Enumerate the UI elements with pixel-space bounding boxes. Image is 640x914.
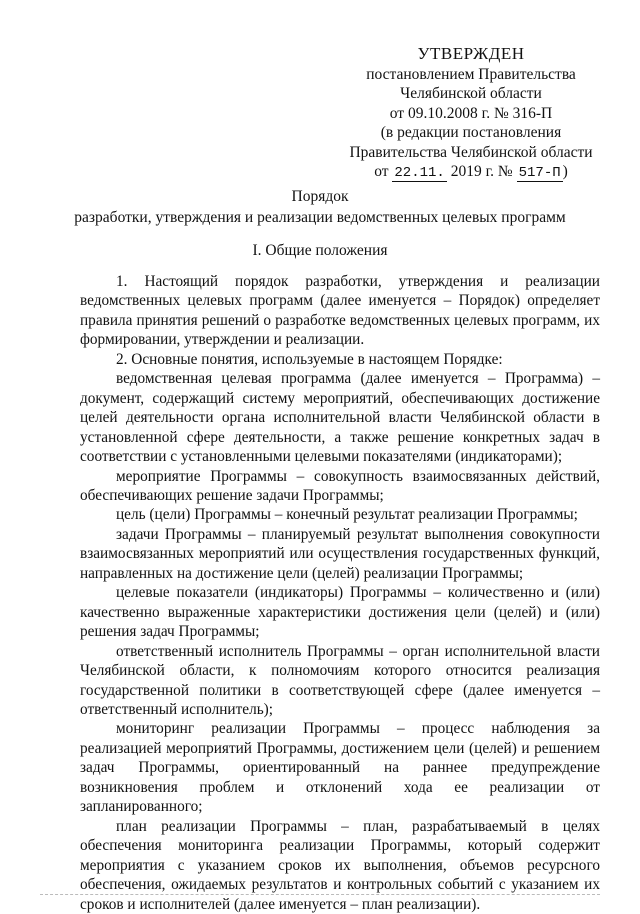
revision-year: 2019 г. №	[450, 163, 513, 180]
revision-day: 22.11.	[394, 165, 445, 181]
revision-number: 517-П	[518, 165, 561, 181]
revision-line	[340, 162, 602, 184]
revision-suffix: )	[562, 163, 568, 180]
page-bottom-rule	[40, 894, 600, 895]
paragraph-definition-executor: ответственный исполнитель Программы – орган исполнительной власти Челябинской области, к полномочиям которого относится реализация государственной политики в соответствующей сфере (далее именуется – ответственный исполнитель);	[80, 642, 600, 718]
paragraph-2: 2. Основные понятия, используемые в настоящем Порядке:	[116, 350, 503, 368]
revision-prefix: от	[374, 163, 389, 180]
paragraph-definition-indicators: целевые показатели (индикаторы) Программы – количественно и (или) качественно выраженные характеристики достижения цели (целей) и (или) решения задач Программы;	[80, 584, 600, 641]
paragraph-definition-monitoring: мониторинг реализации Программы – процесс наблюдения за реализацией мероприятий Программы, достижением цели (целей) и решением задач Программы, ориентированный на раннее предупреждение возникновения проблем и отклонений хода ее реализации от запланированного;	[80, 720, 600, 816]
approval-stamp: УТВЕРЖДЕН	[417, 44, 525, 63]
paragraph-definition-tasks: задачи Программы – планируемый результат выполнения совокупности взаимосвязанных мероприятий или осуществления государственных функций, направленных на достижение цели (целей) реализации Программы;	[80, 525, 600, 582]
approval-line-2: Челябинской области	[400, 85, 542, 102]
approval-line-5: Правительства Челябинской области	[349, 143, 593, 161]
paragraph-definition-plan: план реализации Программы – план, разрабатываемый в целях обеспечения мониторинга реализации Программы, который содержит мероприятия с указанием сроков их выполнения, объемов ресурсного обеспечения, ожидаемых результатов и контрольных событий с указанием их сроков и исполнителей (далее именуется – план реализации).	[80, 817, 600, 913]
title-line-2: разработки, утверждения и реализации ведомственных целевых программ	[74, 209, 566, 226]
section-heading: I. Общие положения	[252, 242, 388, 259]
document-title	[40, 186, 600, 228]
document-body	[80, 272, 600, 914]
approval-line-4: (в редакции постановления	[380, 124, 562, 141]
approval-block	[340, 44, 602, 184]
paragraph-1: 1. Настоящий порядок разработки, утверждения и реализации ведомственных целевых программ (далее именуется – Порядок) определяет правила принятия решений о разработке ведомственных целевых программ, их формировании, утверждении и реализации.	[80, 273, 600, 349]
approval-line-1: постановлением Правительства	[366, 65, 576, 83]
paragraph-definition-program: ведомственная целевая программа (далее именуется – Программа) – документ, содержащий систему мероприятий, обеспечивающих достижение целей деятельности органа исполнительной власти Челябинской области в установленной сфере деятельности, а также решение конкретных задач в соответствии с установленными целевыми показателями (индикаторами);	[80, 370, 600, 466]
approval-line-3: от 09.10.2008 г. № 316-П	[389, 104, 553, 122]
paragraph-definition-goal: цель (цели) Программы – конечный результат реализации Программы;	[116, 506, 578, 524]
paragraph-definition-activity: мероприятие Программы – совокупность взаимосвязанных действий, обеспечивающих решение задачи Программы;	[80, 467, 600, 504]
title-line-1: Порядок	[291, 188, 349, 205]
